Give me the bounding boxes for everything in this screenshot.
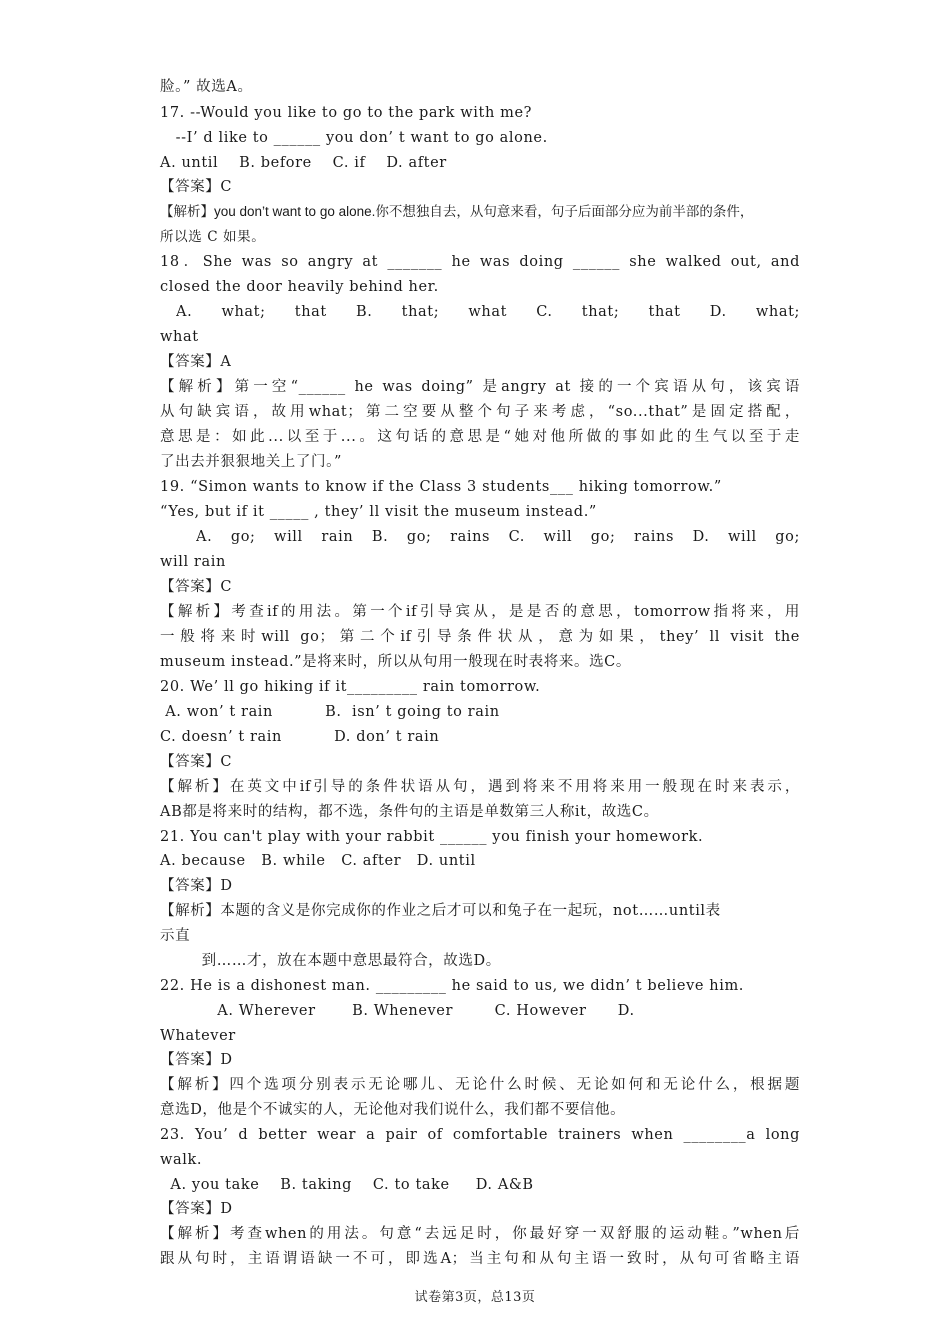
answer-line: 【答案】D [160,878,233,894]
answer-line: 【答案】C [160,579,233,595]
text-line: walk. [160,1152,203,1168]
options-line: C. doesn’ t rain D. don’ t rain [160,729,440,745]
explanation-line: 【解析】第一空“______ he was doing” 是angry at 接的一个宾语从句，该宾语 [160,379,800,395]
text-line: 到……才，放在本题中意思最符合，故选D。 [160,953,501,969]
explanation-line: 【解析】考查if的用法。第一个if引导宾从，是是否的意思，tomorrow指将来，用 [160,604,800,620]
answer-line: 【答案】D [160,1052,233,1068]
options-line: A. because B. while C. after D. until [160,853,476,869]
text-line: AB都是将来时的结构，都不选，条件句的主语是单数第三人称it，故选C。 [160,804,659,820]
options-line: A. Wherever B. Whenever C. However D. [160,1003,635,1019]
options-line: A. until B. before C. if D. after [160,155,447,171]
options-line: A. what; that B. that; what C. that; that D. what; [176,304,800,320]
text-line: will rain [160,554,226,570]
question-18: 18．She was so angry at _______ he was doing ______ she walked out, and [160,254,800,270]
options-line: A. won’ t rain B. isn’ t going to rain [160,704,500,720]
question-23: 23. You’ d better wear a pair of comfortable trainers when ________a long [160,1127,800,1143]
text-line: 一般将来时will go；第二个if引导条件状从，意为如果，they’ ll visit the [160,629,800,645]
explanation-line: 【解析】在英文中if引导的条件状语从句，遇到将来不用将来用一般现在时来表示， [160,779,800,795]
question-20: 20. We’ ll go hiking if it_________ rain tomorrow. [160,679,541,695]
text-line: 示直 [160,928,191,944]
text-line: 脸。” 故选A。 [160,79,253,95]
text-line: 跟从句时，主语谓语缺一不可，即选A；当主句和从句主语一致时，从句可省略主语 [160,1251,800,1267]
answer-line: 【答案】D [160,1201,233,1217]
answer-line: 【答案】C [160,179,233,195]
text-line: “Yes, but if it _____ , they’ ll visit the museum instead.” [160,504,597,520]
options-line: A. you take B. taking C. to take D. A&B [160,1177,534,1193]
text-line: Whatever [160,1028,236,1044]
explanation-line: 【解析】you don’t want to go alone.你不想独自去，从句意来看，句子后面部分应为前半部的条件， [160,204,754,219]
answer-line: 【答案】C [160,754,233,770]
text-line: 所以选 C 如果。 [160,229,266,245]
question-22: 22. He is a dishonest man. _________ he said to us, we didn’ t believe him. [160,978,745,994]
text-line: museum instead.”是将来时，所以从句用一般现在时表将来。选C。 [160,654,631,670]
explanation-line: 【解析】考查when的用法。句意“去远足时，你最好穿一双舒服的运动鞋。”when后 [160,1226,800,1242]
text-line: --I’ d like to ______ you don’ t want to go alone. [160,130,548,146]
question-21: 21. You can't play with your rabbit ______ you finish your homework. [160,829,704,845]
question-17: 17. --Would you like to go to the park with me? [160,105,533,121]
page-footer: 试卷第3页，总13页 [414,1290,536,1305]
text-line: 意选D，他是个不诚实的人，无论他对我们说什么，我们都不要信他。 [160,1102,626,1118]
options-line: A. go; will rain B. go; rains C. will go; rains D. will go; [196,529,800,545]
text-line: 意思是：如此...以至于...。这句话的意思是“她对他所做的事如此的生气以至于走 [160,429,800,445]
text-line: 从句缺宾语，故用what；第二空要从整个句子来考虑，“so...that”是固定搭配， [160,404,800,420]
explanation-line: 【解析】四个选项分别表示无论哪儿、无论什么时候、无论如何和无论什么，根据题 [160,1077,800,1093]
answer-line: 【答案】A [160,354,232,370]
explanation-line: 【解析】本题的含义是你完成你的作业之后才可以和兔子在一起玩，not……until表 [160,903,721,919]
text-line: closed the door heavily behind her. [160,279,439,295]
text-line: 了出去并狠狠地关上了门。” [160,454,342,470]
question-19: 19. “Simon wants to know if the Class 3 students___ hiking tomorrow.” [160,479,722,495]
text-line: what [160,329,199,345]
